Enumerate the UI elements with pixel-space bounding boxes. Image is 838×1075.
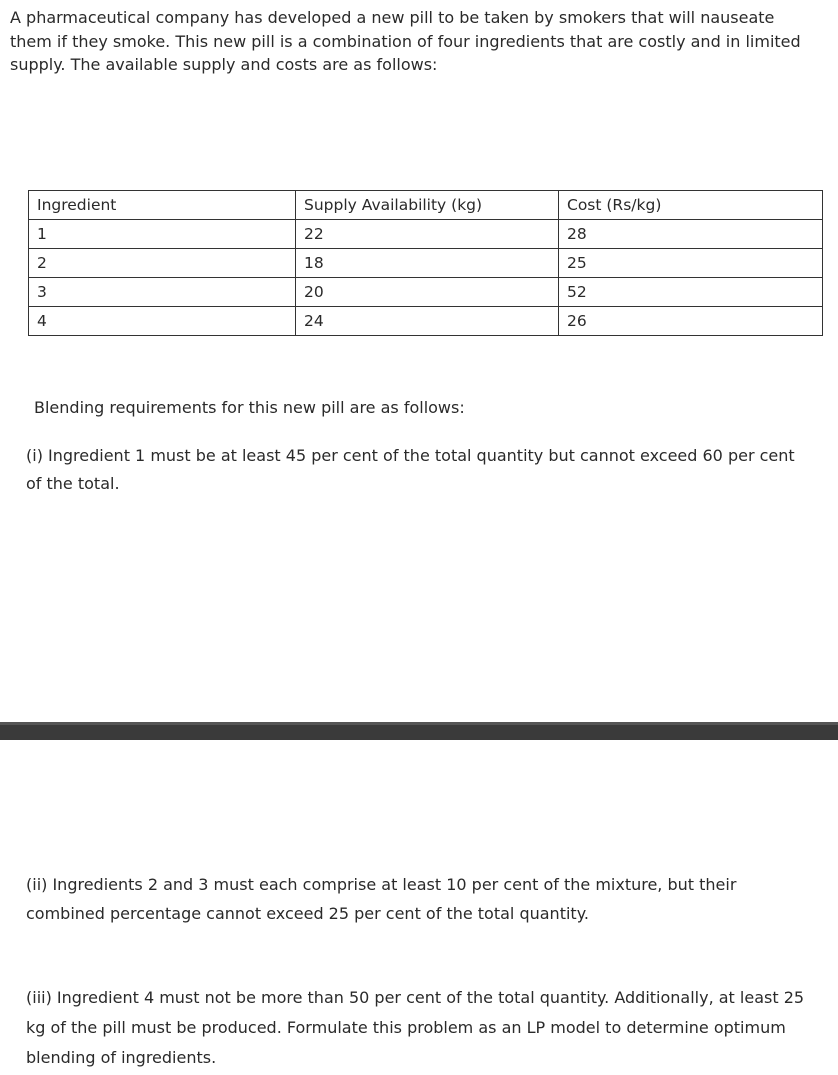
header-ingredient: Ingredient	[29, 191, 296, 220]
requirement-i: (i) Ingredient 1 must be at least 45 per cent of the total quantity but cannot exceed 60 per cent of the total.	[26, 446, 795, 493]
blending-heading: Blending requirements for this new pill are as follows:	[34, 398, 465, 417]
requirement-ii: (ii) Ingredients 2 and 3 must each comprise at least 10 per cent of the mixture, but their combined percentage cannot exceed 25 per cent of the total quantity.	[26, 875, 737, 923]
page-divider	[0, 722, 838, 740]
cell-ingredient: 2	[29, 249, 296, 278]
cell-ingredient: 3	[29, 278, 296, 307]
table-row	[29, 278, 823, 307]
intro-paragraph: A pharmaceutical company has developed a new pill to be taken by smokers that will nauseate them if they smoke. This new pill is a combination of four ingredients that are costly and in limited supply. The available supply and costs are as follows:	[10, 8, 801, 74]
cell-supply: 18	[296, 249, 559, 278]
cell-cost: 26	[559, 307, 823, 336]
requirement-iii: (iii) Ingredient 4 must not be more than 50 per cent of the total quantity. Additionally, at least 25 kg of the pill must be produced. Formulate this problem as an LP model to determine optimum blending of ingredients.	[26, 988, 805, 1067]
ingredient-table	[28, 190, 823, 336]
cell-ingredient: 1	[29, 220, 296, 249]
table-row	[29, 307, 823, 336]
table-header-row	[29, 191, 823, 220]
header-supply: Supply Availability (kg)	[296, 191, 559, 220]
cell-cost: 25	[559, 249, 823, 278]
table-row	[29, 220, 823, 249]
header-cost: Cost (Rs/kg)	[559, 191, 823, 220]
cell-supply: 24	[296, 307, 559, 336]
cell-supply: 22	[296, 220, 559, 249]
cell-ingredient: 4	[29, 307, 296, 336]
table-row	[29, 249, 823, 278]
cell-supply: 20	[296, 278, 559, 307]
cell-cost: 52	[559, 278, 823, 307]
cell-cost: 28	[559, 220, 823, 249]
